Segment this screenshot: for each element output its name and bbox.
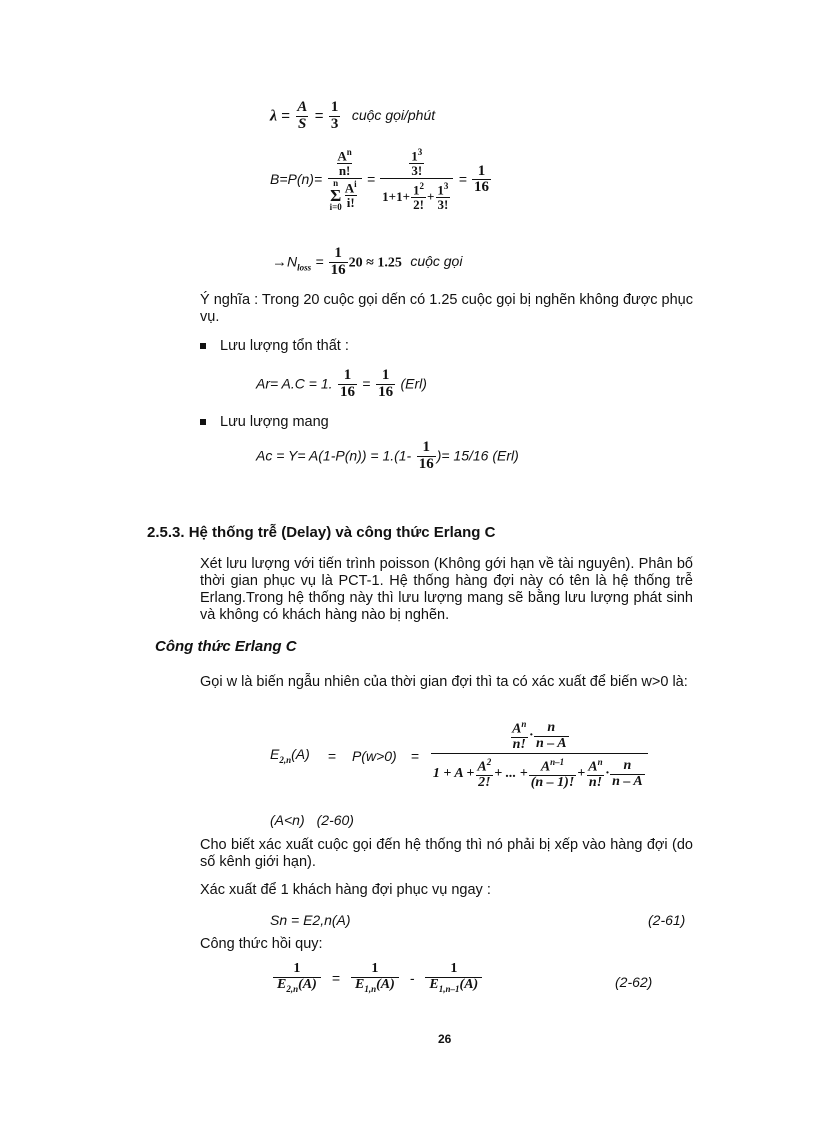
bullet-loss-traffic: Lưu lượng tổn thất : — [200, 338, 349, 354]
eq-number-2-62: (2-62) — [615, 974, 653, 990]
page-number: 26 — [438, 1032, 452, 1046]
condition-line: (A<n) (2-60) — [270, 812, 354, 828]
lambda-formula: λ = $\frac{A}{S}$ = $\frac{1}{3}$ cuộc gọi/phút — [270, 99, 436, 132]
immediate-service-text: Xác xuất để 1 khách hàng đợi phục vụ ngay : — [200, 882, 491, 898]
bullet-carried-traffic: Lưu lượng mang — [200, 414, 329, 430]
recursion-text: Công thức hồi quy: — [200, 936, 323, 952]
ar-formula: Ar= A.C = 1. $\frac{1}{16}$ = $\frac{1}{16}$ (Erl) — [256, 367, 427, 400]
section-heading: 2.5.3. Hệ thống trễ (Delay) và công thức Erlang C — [147, 524, 496, 541]
erlang-c-formula: $E_{2,n}(A)$ = P(w>0) = $\frac{A^n}{n!}$ · $\frac{n}{n - A}$ 1 + A + $\frac{A^2}{2!}$ + ... + $\frac{A^{n-1}}{(n - 1)!}$ + $\frac{A^n}{n!}$ · $\frac{n}{n - A}$ — [270, 720, 649, 791]
queue-probability-text: Cho biết xác xuất cuộc gọi đến hệ thống thì nó phải bị xếp vào hàng đợi (do số kênh giới hạn). — [200, 837, 693, 870]
waiting-probability-text: Gọi w là biến ngẫu nhiên của thời gian đợi thì ta có xác xuất để biến w>0 là: — [200, 674, 688, 690]
ac-formula: Ac = Y= A(1-P(n)) = 1.(1- $\frac{1}{16}$ )= 15/16 (Erl) — [256, 439, 519, 472]
eq-number-2-61: (2-61) — [648, 912, 686, 928]
sn-formula: Sn = E2,n(A) — [270, 912, 351, 928]
nloss-formula: $\to N_{loss}$ = $\frac{1}{16}$ 20 ≈ 1.25 cuộc gọi — [272, 245, 463, 278]
meaning-text: Ý nghĩa : Trong 20 cuộc gọi dến có 1.25 cuộc gọi bị nghẽn không được phục vụ. — [200, 292, 693, 325]
erlang-b-formula: B=P(n)= $\frac{A^n}{n!}$ n Σ i=0 $\frac{A^i}{i!}$ = $\frac{1^3}{3!}$ 1+1+ $\frac{1^2}{2!}$ + $\frac{1^3}{3!}$ = $\frac{1}{16}$ — [270, 147, 489, 212]
bullet-icon — [200, 419, 206, 425]
bullet-icon — [200, 343, 206, 349]
erlang-c-subheading: Công thức Erlang C — [155, 638, 297, 655]
recursion-formula: $\frac{1}{E_{2,n}(A)}$ = $\frac{1}{E_{1,n}(A)}$ - $\frac{1}{E_{1,n-1}(A)}$ — [272, 962, 483, 994]
delay-system-text: Xét lưu lượng với tiến trình poisson (Không gới hạn về tài nguyên). Phân bố thời gian phục vụ là PCT-1. Hệ thống hàng đợi này có tên là hệ thống trễ Erlang.Trong hệ thống này thì lưu lượng mang sẽ bằng lưu lượng phát sinh và không có khách hàng nào bị nghẽn. — [200, 556, 693, 623]
